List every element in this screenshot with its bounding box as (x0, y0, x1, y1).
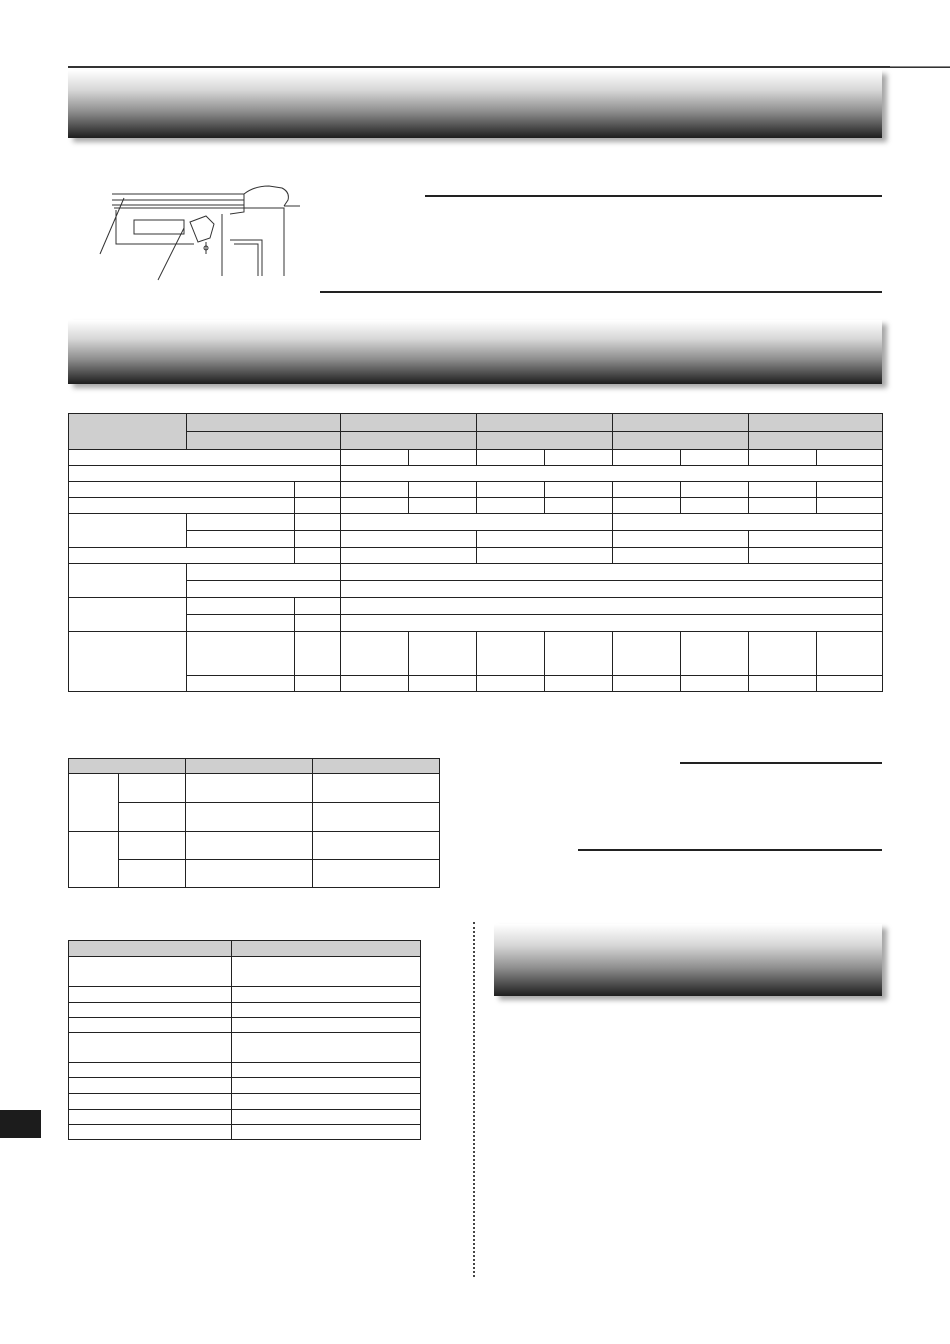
heading-underline-1 (425, 195, 882, 197)
small-table-left (68, 758, 440, 888)
table-row (69, 466, 883, 482)
table-row (69, 450, 883, 466)
table-row (69, 432, 883, 450)
specifications-table (68, 413, 883, 692)
small-table-lower-left (68, 940, 421, 1140)
block-bottom-rule-1 (320, 291, 882, 293)
table-row (69, 803, 440, 832)
table-row (69, 832, 440, 860)
section-header-bar-specifications (68, 320, 882, 384)
table-row (69, 1094, 421, 1110)
table-row (69, 414, 883, 432)
page-tab (0, 1110, 41, 1138)
table-row (69, 581, 883, 598)
table-row (69, 632, 883, 676)
table-row (69, 1125, 421, 1140)
section-header-bar-lower-right (494, 924, 882, 996)
table-row (69, 987, 421, 1003)
table-row (69, 514, 883, 531)
table-row (69, 498, 883, 514)
table-row (69, 482, 883, 498)
table-row (69, 1018, 421, 1033)
table-row (69, 548, 883, 564)
table-row (69, 774, 440, 803)
table-row (69, 1003, 421, 1018)
section-header-bar-top (68, 70, 882, 138)
table-row (69, 941, 421, 957)
top-rule-tail (890, 66, 950, 67)
table-row (69, 860, 440, 888)
table-row (69, 598, 883, 615)
table-row (69, 1078, 421, 1094)
table-row (69, 957, 421, 987)
table-row (69, 1063, 421, 1078)
heading-underline-3 (578, 849, 882, 851)
table-row (69, 676, 883, 692)
table-row (69, 1033, 421, 1063)
table-row (69, 564, 883, 581)
heading-underline-2 (680, 762, 882, 764)
column-divider (473, 922, 475, 1277)
unit-illustration-icon (94, 184, 326, 284)
table-row (69, 615, 883, 632)
table-row (69, 531, 883, 548)
table-row (69, 759, 440, 774)
table-row (69, 1110, 421, 1125)
top-rule (68, 66, 950, 68)
